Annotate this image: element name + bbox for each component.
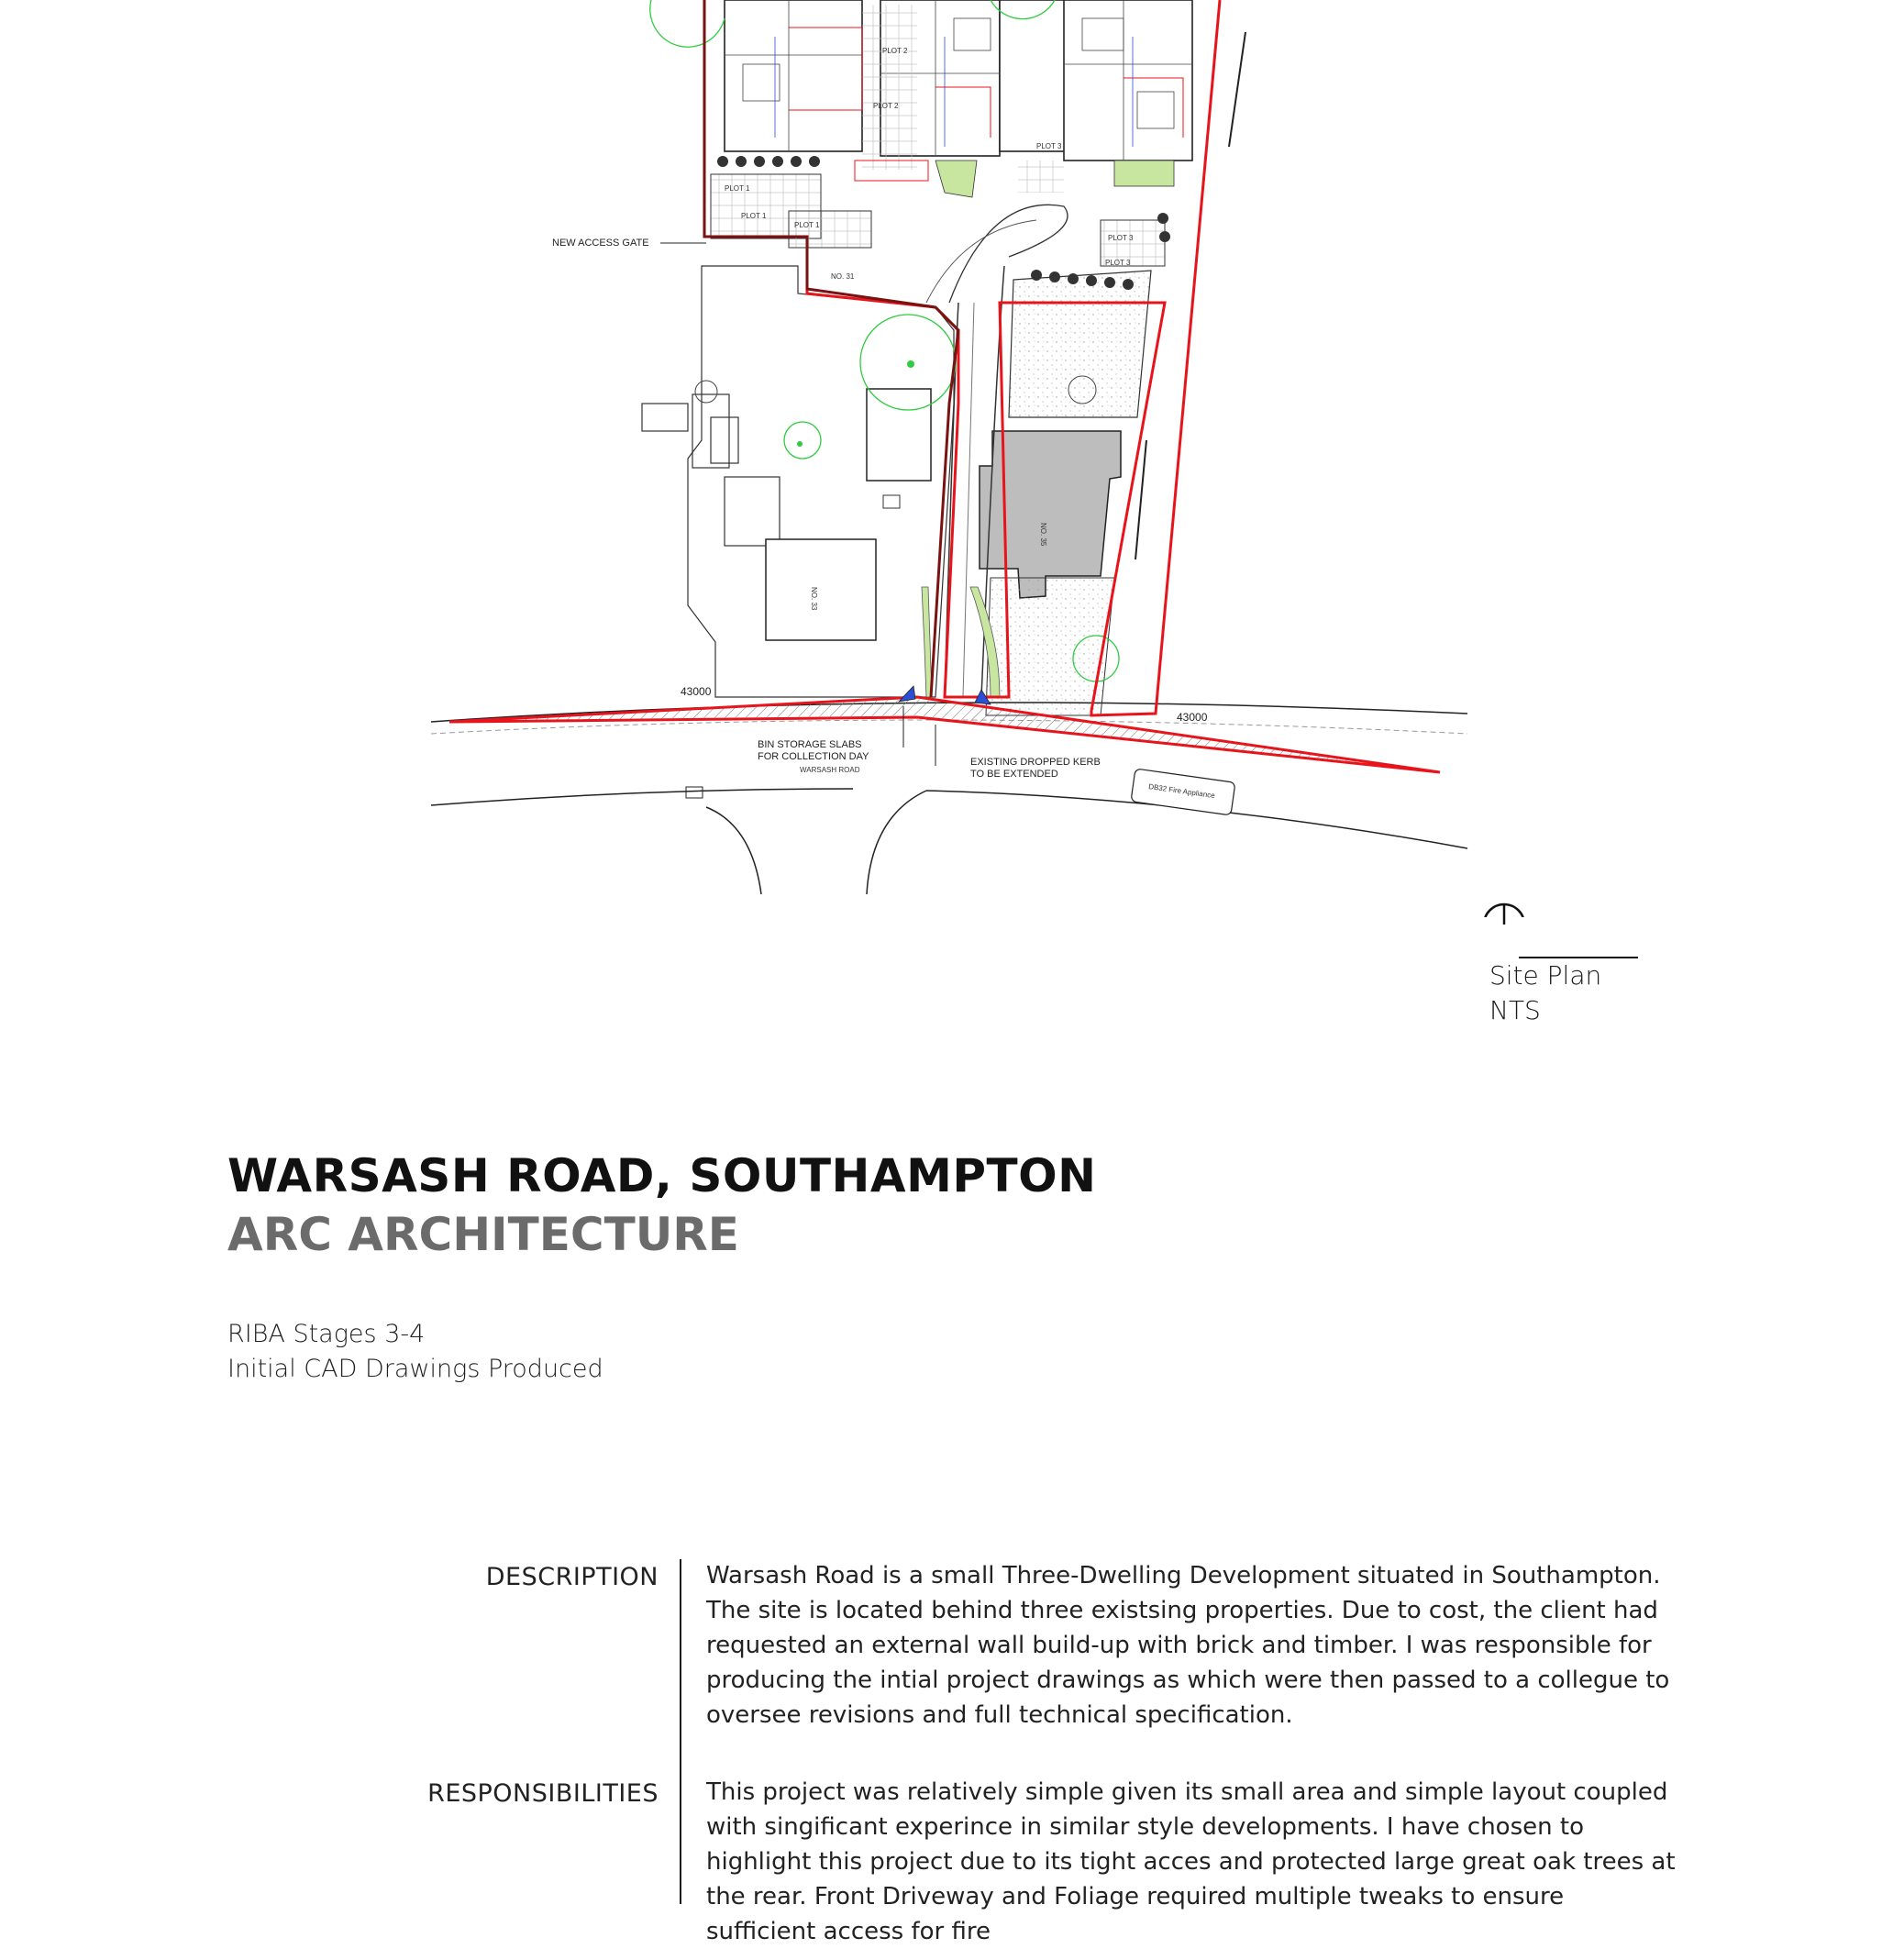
project-title: WARSASH ROAD, SOUTHAMPTON	[227, 1149, 1097, 1202]
project-stages: RIBA Stages 3-4	[227, 1320, 426, 1348]
garage-block	[867, 389, 931, 481]
access-drive-center	[963, 303, 974, 697]
project-stage-block	[227, 1317, 603, 1387]
tree-marker	[907, 360, 914, 368]
dwellings	[725, 0, 1192, 161]
pond-2	[695, 381, 717, 403]
caption-graphic	[1467, 899, 1651, 963]
drawing-caption	[1489, 958, 1601, 1028]
green-lawn	[1114, 161, 1174, 186]
project-deliverable: Initial CAD Drawings Produced	[227, 1355, 603, 1383]
label-fire-appliance: DB32 Fire Appliance	[1147, 782, 1216, 801]
landscape-strip-2	[922, 587, 932, 697]
green-lawn-2	[935, 161, 977, 197]
label-dropped-kerb-2: TO BE EXTENDED	[970, 769, 1058, 780]
label-warsash-road: WARSASH ROAD	[800, 766, 860, 774]
description-text: Warsash Road is a small Three-Dwelling Development situated in Southampton. The site is located behind three existsing properties. Due to cost, the client had requested an external wall build-up with brick and timber. I was responsible for producing the intial project drawings as which were then passed to a collegue to oversee revisions and full technical specification.	[706, 1562, 1670, 1729]
neighbour-no35-garden	[1009, 271, 1151, 417]
road-edge-bottom	[431, 789, 853, 805]
label-plot3b: PLOT 3	[1108, 234, 1134, 242]
description-label: DESCRIPTION	[485, 1563, 659, 1591]
label-dropped-kerb-1: EXISTING DROPPED KERB	[970, 757, 1101, 768]
label-plot2b: PLOT 2	[873, 102, 899, 110]
label-bin-storage-2: FOR COLLECTION DAY	[758, 751, 869, 762]
label-plot3a: PLOT 3	[1036, 142, 1062, 150]
junction-curve-left	[706, 807, 761, 894]
label-plot3c: PLOT 3	[1105, 259, 1131, 267]
label-dim-left: 43000	[681, 685, 712, 698]
house-no33	[766, 539, 876, 640]
label-bin-storage-1: BIN STORAGE SLABS	[758, 739, 862, 750]
label-plot1c: PLOT 1	[794, 221, 820, 229]
label-new-access-gate: NEW ACCESS GATE	[552, 238, 649, 249]
responsibilities-label: RESPONSIBILITIES	[427, 1779, 659, 1808]
responsibilities-text: This project was relatively simple given its small area and simple layout coupled with singificant experince in similar style developments. I have chosen to highlight this project due to its tight acces and protected large great oak trees at the rear. Front Driveway and Foliage required multiple tweaks to ensure sufficient access for fire	[706, 1778, 1676, 1945]
visibility-splay-hatch	[449, 699, 1440, 772]
junction-curve-right	[867, 791, 926, 894]
project-firm: ARC ARCHITECTURE	[227, 1208, 739, 1261]
site-plan-drawing	[0, 0, 1904, 917]
label-plot1b: PLOT 1	[741, 212, 767, 220]
pavement-line	[431, 720, 1467, 734]
label-dim-right: 43000	[1177, 711, 1208, 724]
caption-title: Site Plan	[1489, 960, 1602, 991]
label-no33: NO. 33	[810, 587, 818, 611]
small-box	[686, 787, 703, 798]
tree-marker-2	[797, 441, 803, 447]
label-plot1a: PLOT 1	[725, 184, 750, 193]
section-divider	[680, 1559, 681, 1904]
house-no35	[980, 431, 1121, 598]
label-no31: NO. 31	[831, 272, 855, 281]
label-plot2a: PLOT 2	[882, 47, 908, 55]
shed	[883, 495, 900, 508]
label-no35: NO. 35	[1039, 523, 1047, 547]
garden-plot1b	[789, 211, 871, 248]
splay-triangle-left	[899, 686, 915, 702]
right-fence	[1229, 32, 1245, 147]
project-title-block	[227, 1146, 1096, 1264]
caption-scale: NTS	[1489, 995, 1541, 1025]
